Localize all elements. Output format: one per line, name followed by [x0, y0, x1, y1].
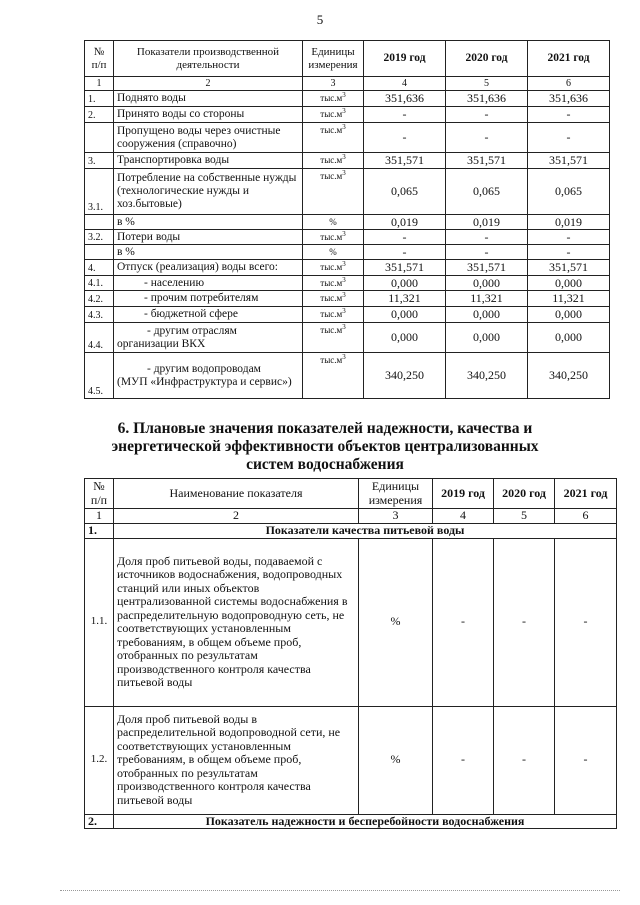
- table-row: [85, 260, 610, 276]
- col-number: 6: [528, 77, 610, 91]
- value-2020: 351,571: [446, 153, 528, 169]
- unit-text: тыс.м: [320, 325, 343, 335]
- value-2019: -: [364, 230, 446, 245]
- table-row: [85, 323, 610, 353]
- value-2019: 351,636: [364, 91, 446, 107]
- value-2021: -: [528, 107, 610, 123]
- indicator-name: Потери воды: [114, 230, 303, 245]
- indicator-name: Пропущено воды через очистные сооружения (справочно): [114, 123, 303, 153]
- unit-text: тыс.м: [320, 232, 343, 242]
- section-title: Показатели качества питьевой воды: [114, 523, 617, 538]
- value-2021: 340,250: [528, 353, 610, 399]
- table-row: [85, 91, 610, 107]
- col-header-2020: 2020 год: [446, 41, 528, 77]
- value-2020: 351,636: [446, 91, 528, 107]
- unit-superscript: 3: [342, 230, 346, 238]
- value-2021: -: [528, 123, 610, 153]
- indicator-name: [114, 353, 303, 399]
- unit-text: тыс.м: [320, 355, 343, 365]
- value-2021: 351,571: [528, 153, 610, 169]
- table-row: [85, 230, 610, 245]
- value-2019: 351,571: [364, 260, 446, 276]
- value-2019: -: [364, 245, 446, 260]
- unit: [303, 230, 364, 245]
- row-number: [85, 215, 114, 230]
- unit-text: тыс.м: [320, 278, 343, 288]
- col-header-unit: Единицы измерения: [303, 41, 364, 77]
- value-2020: 0,000: [446, 307, 528, 323]
- unit-superscript: 3: [342, 276, 346, 284]
- col-number: 1: [85, 77, 114, 91]
- column-numbers-row: [85, 77, 610, 91]
- col-number: 6: [555, 509, 617, 524]
- unit-superscript: 3: [342, 307, 346, 315]
- col-number: 4: [364, 77, 446, 91]
- value-2020: -: [494, 538, 555, 706]
- unit-superscript: 3: [342, 91, 346, 99]
- col-header-2021: 2021 год: [528, 41, 610, 77]
- value-2019: 0,019: [364, 215, 446, 230]
- value-2019: 0,065: [364, 169, 446, 215]
- page-number: 5: [316, 12, 324, 27]
- unit-superscript: 3: [342, 169, 346, 177]
- value-2021: 0,000: [528, 276, 610, 291]
- value-2019: -: [433, 706, 494, 814]
- table-row: [85, 169, 610, 215]
- value-2020: -: [446, 107, 528, 123]
- col-header-2021: 2021 год: [555, 479, 617, 509]
- unit-text: %: [329, 247, 337, 257]
- unit: [303, 353, 364, 399]
- section-number: 2.: [85, 814, 114, 829]
- unit: %: [359, 538, 433, 706]
- value-2019: -: [433, 538, 494, 706]
- indicator-name-line2: организации ВКХ: [117, 337, 206, 350]
- section-number: 1.: [85, 523, 114, 538]
- section-title: Показатель надежности и бесперебойности водоснабжения: [114, 814, 617, 829]
- value-2021: 11,321: [528, 291, 610, 307]
- value-2021: 0,000: [528, 307, 610, 323]
- section-heading: 6. Плановые значения показателей надежности, качества и энергетической эффективности объектов централизованных систем водоснабжения: [111, 420, 539, 473]
- value-2020: -: [446, 230, 528, 245]
- indicator-name: Доля проб питьевой воды в распределительной водопроводной сети, не соответствующих установленным требованиям, в общем объеме проб, отобранных по результатам производственного контроля качества питьевой воды: [114, 706, 359, 814]
- table-row: [85, 153, 610, 169]
- value-2020: 340,250: [446, 353, 528, 399]
- col-number: 4: [433, 509, 494, 524]
- row-number: 1.: [85, 91, 114, 107]
- col-header-name: Наименование показателя: [114, 479, 359, 509]
- value-2021: 351,636: [528, 91, 610, 107]
- value-2019: -: [364, 107, 446, 123]
- row-number: 4.4.: [85, 323, 114, 353]
- value-2019: 0,000: [364, 323, 446, 353]
- unit: [303, 215, 364, 230]
- row-number: 4.1.: [85, 276, 114, 291]
- unit: [303, 291, 364, 307]
- unit-superscript: 3: [342, 260, 346, 268]
- column-numbers-row: [85, 509, 617, 524]
- col-number: 5: [446, 77, 528, 91]
- value-2020: 351,571: [446, 260, 528, 276]
- indicator-name: - бюджетной сфере: [114, 307, 303, 323]
- unit-superscript: 3: [342, 123, 346, 131]
- table-row: [85, 538, 617, 706]
- col-header-2020: 2020 год: [494, 479, 555, 509]
- value-2021: 0,000: [528, 323, 610, 353]
- unit-superscript: 3: [342, 323, 346, 331]
- value-2021: -: [528, 245, 610, 260]
- row-number: [85, 245, 114, 260]
- indicator-name: Принято воды со стороны: [114, 107, 303, 123]
- unit-text: тыс.м: [320, 293, 343, 303]
- col-header-2019: 2019 год: [364, 41, 446, 77]
- unit: [303, 260, 364, 276]
- col-number: 3: [303, 77, 364, 91]
- value-2019: -: [364, 123, 446, 153]
- row-number: 1.2.: [85, 706, 114, 814]
- unit-superscript: 3: [342, 107, 346, 115]
- unit: [303, 91, 364, 107]
- row-number: 1.1.: [85, 538, 114, 706]
- row-number: [85, 123, 114, 153]
- page-edge-line: [60, 890, 620, 891]
- row-number: 2.: [85, 107, 114, 123]
- value-2021: -: [555, 538, 617, 706]
- value-2021: 0,019: [528, 215, 610, 230]
- col-number: 5: [494, 509, 555, 524]
- col-number: 1: [85, 509, 114, 524]
- value-2020: 11,321: [446, 291, 528, 307]
- unit-superscript: 3: [342, 153, 346, 161]
- row-number: 4.: [85, 260, 114, 276]
- indicator-name: в %: [114, 215, 303, 230]
- indicator-name: Отпуск (реализация) воды всего:: [114, 260, 303, 276]
- indicator-name: - населению: [114, 276, 303, 291]
- indicator-name-line2: (МУП «Инфраструктура и сервис»): [117, 375, 292, 388]
- quality-indicators-table: [84, 478, 617, 829]
- col-header-2019: 2019 год: [433, 479, 494, 509]
- table-row: [85, 353, 610, 399]
- unit-text: тыс.м: [320, 309, 343, 319]
- col-header-num: № п/п: [85, 479, 114, 509]
- value-2020: 0,019: [446, 215, 528, 230]
- row-number: 4.5.: [85, 353, 114, 399]
- value-2021: -: [555, 706, 617, 814]
- value-2019: 11,321: [364, 291, 446, 307]
- unit: [303, 153, 364, 169]
- table-row: [85, 245, 610, 260]
- unit: [303, 307, 364, 323]
- unit: [303, 107, 364, 123]
- unit-text: тыс.м: [320, 155, 343, 165]
- unit-text: тыс.м: [320, 109, 343, 119]
- section-row: [85, 523, 617, 538]
- unit: [303, 276, 364, 291]
- indicator-name-line1: - другим отраслям: [147, 324, 237, 337]
- unit: [303, 323, 364, 353]
- row-number: 3.: [85, 153, 114, 169]
- unit: [303, 169, 364, 215]
- table-row: [85, 307, 610, 323]
- unit-superscript: 3: [342, 291, 346, 299]
- indicator-name-line1: - другим водопроводам: [147, 362, 261, 375]
- unit-text: тыс.м: [320, 93, 343, 103]
- unit-text: тыс.м: [320, 262, 343, 272]
- value-2020: -: [446, 245, 528, 260]
- value-2020: 0,000: [446, 276, 528, 291]
- col-header-name: Показатели производственной деятельности: [114, 41, 303, 77]
- unit-text: %: [329, 217, 337, 227]
- value-2021: -: [528, 230, 610, 245]
- unit-text: тыс.м: [320, 125, 343, 135]
- value-2020: -: [494, 706, 555, 814]
- indicator-name: в %: [114, 245, 303, 260]
- table-row: [85, 706, 617, 814]
- section-row: [85, 814, 617, 829]
- col-number: 2: [114, 77, 303, 91]
- indicator-name: Потребление на собственные нужды (технологические нужды и хоз.бытовые): [114, 169, 303, 215]
- indicator-name: Доля проб питьевой воды, подаваемой с источников водоснабжения, водопроводных станций или иных объектов централизованной системы водоснабжения в распределительную водопроводную сеть, не соответствующих установленным требованиям, в общем объеме проб, отобранных по результатам производственного контроля качества питьевой воды: [114, 538, 359, 706]
- value-2019: 351,571: [364, 153, 446, 169]
- production-indicators-table: [84, 40, 610, 399]
- row-number: 3.2.: [85, 230, 114, 245]
- indicator-name: [114, 323, 303, 353]
- value-2021: 351,571: [528, 260, 610, 276]
- table-row: [85, 276, 610, 291]
- table-row: [85, 107, 610, 123]
- value-2021: 0,065: [528, 169, 610, 215]
- table-row: [85, 291, 610, 307]
- value-2020: -: [446, 123, 528, 153]
- unit-superscript: 3: [342, 353, 346, 361]
- col-header-unit: Единицы измерения: [359, 479, 433, 509]
- col-number: 3: [359, 509, 433, 524]
- unit: %: [359, 706, 433, 814]
- col-number: 2: [114, 509, 359, 524]
- indicator-name: Поднято воды: [114, 91, 303, 107]
- indicator-name: Транспортировка воды: [114, 153, 303, 169]
- row-number: 4.3.: [85, 307, 114, 323]
- row-number: 4.2.: [85, 291, 114, 307]
- value-2019: 0,000: [364, 307, 446, 323]
- value-2020: 0,065: [446, 169, 528, 215]
- row-number: 3.1.: [85, 169, 114, 215]
- value-2019: 0,000: [364, 276, 446, 291]
- col-header-num: № п/п: [85, 41, 114, 77]
- table-row: [85, 123, 610, 153]
- indicator-name: - прочим потребителям: [114, 291, 303, 307]
- unit: [303, 123, 364, 153]
- value-2019: 340,250: [364, 353, 446, 399]
- unit-text: тыс.м: [320, 171, 343, 181]
- table-row: [85, 215, 610, 230]
- unit: [303, 245, 364, 260]
- value-2020: 0,000: [446, 323, 528, 353]
